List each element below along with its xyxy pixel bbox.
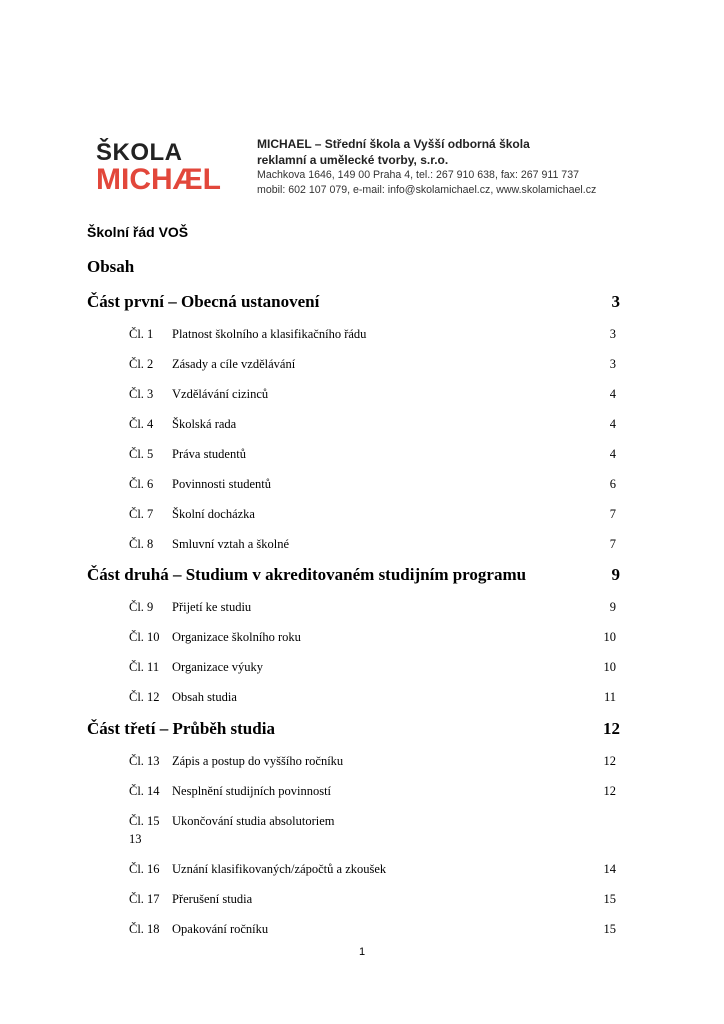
toc-item-title: Nesplnění studijních povinností <box>172 784 332 798</box>
toc-item-page: 10 <box>603 630 616 644</box>
toc-part-title: Část první – Obecná ustanovení <box>87 292 320 311</box>
toc-part-page: 9 <box>611 565 620 584</box>
toc-part-title: Část druhá – Studium v akreditovaném studijním programu <box>87 565 527 584</box>
toc-item-page: 15 <box>603 892 616 906</box>
toc-item-page: 11 <box>603 690 616 704</box>
toc-item-title: Smluvní vztah a školné <box>172 537 289 551</box>
toc-item-page: 4 <box>609 387 616 401</box>
toc-part[interactable] <box>87 292 620 312</box>
toc-item-page: 10 <box>603 660 616 674</box>
document-title: Školní řád VOŠ <box>87 224 189 240</box>
toc-item-page: 15 <box>603 922 616 936</box>
toc-item-title: Obsah studia <box>172 690 237 704</box>
organization-info <box>257 136 657 198</box>
toc-item-title: Zásady a cíle vzdělávání <box>172 357 296 371</box>
toc-item-title: Povinnosti studentů <box>172 477 271 491</box>
toc-item-title: Opakování ročníku <box>172 922 269 936</box>
toc-item-page: 12 <box>603 784 616 798</box>
toc-item-page: 4 <box>609 417 616 431</box>
toc-item-page: 4 <box>609 447 616 461</box>
toc-item-number: Čl. 13 <box>129 754 160 768</box>
toc-part-page: 12 <box>603 719 620 738</box>
toc-item-number: Čl. 7 <box>129 507 154 521</box>
toc-part-title: Část třetí – Průběh studia <box>87 719 275 738</box>
toc-item-number: Čl. 6 <box>129 477 154 491</box>
toc-item-number: Čl. 11 <box>129 660 160 674</box>
toc-item-number: Čl. 17 <box>129 892 160 906</box>
toc-item-title: Práva studentů <box>172 447 246 461</box>
toc-item-number: Čl. 10 <box>129 630 160 644</box>
toc-item-title: Uznání klasifikovaných/zápočtů a zkoušek <box>172 862 387 876</box>
toc-item-title: Organizace výuky <box>172 660 264 674</box>
toc-item-number: Čl. 16 <box>129 862 160 876</box>
toc-part[interactable] <box>87 719 620 739</box>
toc-item-number: Čl. 5 <box>129 447 154 461</box>
org-contact: mobil: 602 107 079, e-mail: info@skolamichael.cz, www.skolamichael.cz <box>257 184 597 196</box>
page-number: 1 <box>358 946 366 958</box>
toc-item-number: Čl. 4 <box>129 417 154 431</box>
logo-bottom-text: MICHÆL <box>96 163 221 196</box>
toc-item-title: Přijetí ke studiu <box>172 600 252 614</box>
toc-heading: Obsah <box>87 257 135 276</box>
toc-item-number: Čl. 8 <box>129 537 154 551</box>
toc-item-page: 7 <box>609 507 616 521</box>
toc-item-title: Vzdělávání cizinců <box>172 387 269 401</box>
toc-item-number: Čl. 2 <box>129 357 154 371</box>
logo-top-text: ŠKOLA <box>96 139 183 166</box>
toc-item-title: Přerušení studia <box>172 892 253 906</box>
org-address: Machkova 1646, 149 00 Praha 4, tel.: 267 910 638, fax: 267 911 737 <box>257 169 579 181</box>
toc-item-title: Ukončování studia absolutoriem <box>172 814 335 828</box>
org-name-line-2: reklamní a umělecké tvorby, s.r.o. <box>257 153 449 167</box>
toc-item-page: 12 <box>603 754 616 768</box>
toc-item-page: 14 <box>603 862 616 876</box>
toc-item-number: Čl. 3 <box>129 387 154 401</box>
toc-item-page: 13 <box>129 832 142 846</box>
toc-item-page: 7 <box>609 537 616 551</box>
school-logo <box>96 141 238 195</box>
toc-item-title: Zápis a postup do vyššího ročníku <box>172 754 344 768</box>
toc-item-title: Organizace školního roku <box>172 630 301 644</box>
toc-item-number: Čl. 15 <box>129 814 160 828</box>
toc-item-page: 3 <box>609 327 616 341</box>
toc-part-page: 3 <box>611 292 620 311</box>
toc-item-number: Čl. 14 <box>129 784 160 798</box>
toc-item-number: Čl. 9 <box>129 600 154 614</box>
toc-item-page: 6 <box>609 477 616 491</box>
toc-item-number: Čl. 12 <box>129 690 160 704</box>
toc-item-title: Školní docházka <box>172 507 255 521</box>
org-name-line-1: MICHAEL – Střední škola a Vyšší odborná škola <box>257 137 530 151</box>
toc-item-number: Čl. 18 <box>129 922 160 936</box>
toc-item-title: Platnost školního a klasifikačního řádu <box>172 327 367 341</box>
toc-part[interactable] <box>87 565 620 585</box>
toc-item-page: 3 <box>609 357 616 371</box>
toc-item-title: Školská rada <box>172 417 237 431</box>
toc-item-number: Čl. 1 <box>129 327 154 341</box>
toc-item-page: 9 <box>609 600 616 614</box>
